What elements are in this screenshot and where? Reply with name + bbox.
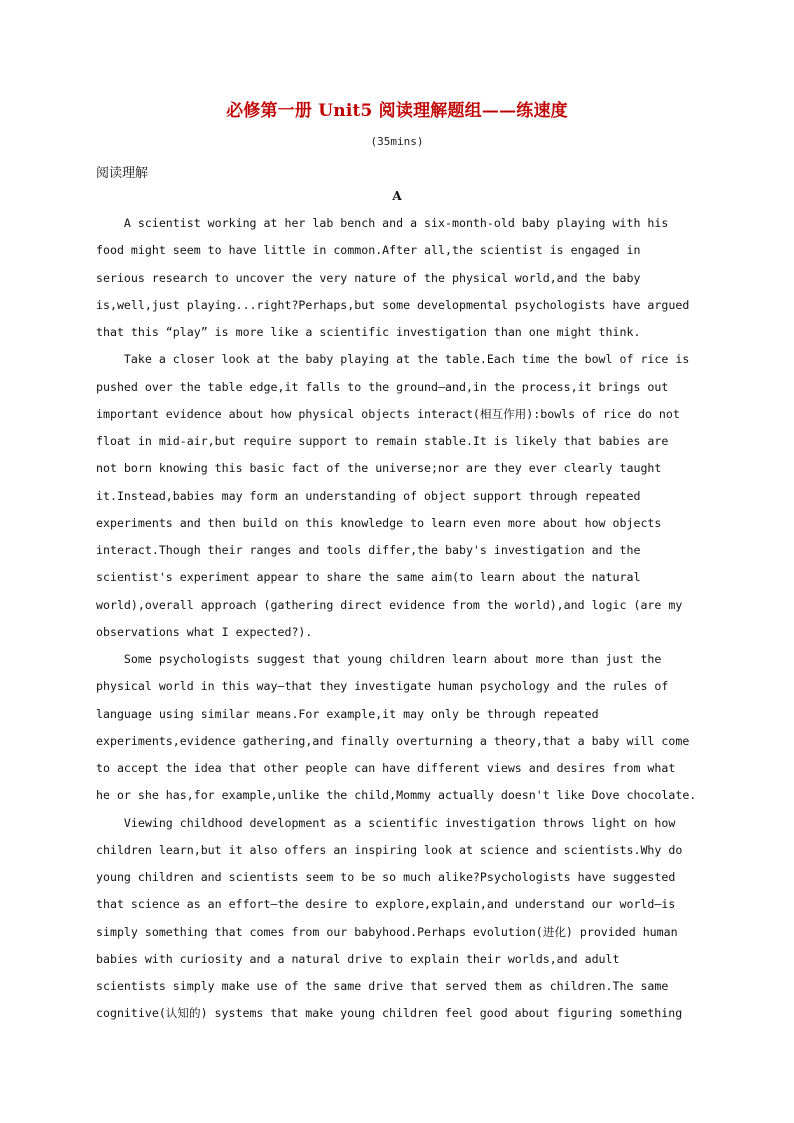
- passage-line: physical world in this way—that they investigate human psychology and the rules of: [96, 679, 669, 694]
- passage-line: food might seem to have little in common.After all,the scientist is engaged in: [96, 243, 641, 258]
- document-title: 必修第一册 Unit5 阅读理解题组——练速度: [226, 101, 568, 121]
- passage-line: it.Instead,babies may form an understanding of object support through repeated: [96, 488, 641, 503]
- passage-line: observations what I expected?).: [96, 624, 313, 639]
- passage-line: that science as an effort—the desire to explore,explain,and understand our world—is: [96, 897, 676, 912]
- passage-line: Some psychologists suggest that young children learn about more than just the: [96, 652, 662, 666]
- passage-line: world),overall approach (gathering direct evidence from the world),and logic (are my: [96, 597, 683, 612]
- passage-line: interact.Though their ranges and tools differ,the baby's investigation and the: [96, 543, 641, 557]
- passage-line: Viewing childhood development as a scientific investigation throws light on how: [96, 815, 676, 830]
- passage-line: young children and scientists seem to be so much alike?Psychologists have suggested: [96, 870, 676, 884]
- passage-line: scientist's experiment appear to share the same aim(to learn about the natural: [96, 570, 641, 585]
- passage-line: float in mid-air,but require support to remain stable.It is likely that babies are: [96, 434, 669, 448]
- passage-letter: A: [392, 189, 402, 203]
- passage-line: that this “play” is more like a scientific investigation than one might think.: [96, 325, 641, 339]
- passage-line: to accept the idea that other people can have different views and desires from what: [96, 761, 676, 775]
- passage-line: is,well,just playing...right?Perhaps,but some developmental psychologists have argued: [96, 297, 690, 312]
- passage-line: not born knowing this basic fact of the universe;nor are they ever clearly taught: [96, 461, 662, 476]
- passage-line: experiments and then build on this knowledge to learn even more about how objects: [96, 515, 662, 530]
- passage-line: scientists simply make use of the same drive that served them as children.The same: [96, 979, 669, 993]
- passage-line: pushed over the table edge,it falls to the ground—and,in the process,it brings out: [96, 379, 669, 394]
- passage-line: simply something that comes from our babyhood.Perhaps evolution(进化) provided human: [96, 924, 678, 939]
- section-label: 阅读理解: [96, 166, 149, 181]
- time-limit: (35mins): [370, 135, 424, 148]
- passage-line: serious research to uncover the very nature of the physical world,and the baby: [96, 270, 641, 285]
- passage-line: language using similar means.For example,it may only be through repeated: [96, 706, 599, 721]
- passage-line: children learn,but it also offers an inspiring look at science and scientists.Why do: [96, 842, 683, 857]
- passage-line: important evidence about how physical objects interact(相互作用):bowls of rice do not: [96, 406, 680, 421]
- passage-line: cognitive(认知的) systems that make young children feel good about figuring something: [96, 1006, 683, 1021]
- passage-line: he or she has,for example,unlike the child,Mommy actually doesn't like Dove chocolate.: [96, 788, 697, 803]
- passage-line: babies with curiosity and a natural drive to explain their worlds,and adult: [96, 951, 620, 966]
- passage-line: Take a closer look at the baby playing at the table.Each time the bowl of rice is: [96, 352, 690, 367]
- passage-body: [96, 214, 706, 1032]
- passage-line: experiments,evidence gathering,and finally overturning a theory,that a baby will come: [96, 733, 690, 748]
- passage-line: A scientist working at her lab bench and a six-month-old baby playing with his: [96, 216, 669, 230]
